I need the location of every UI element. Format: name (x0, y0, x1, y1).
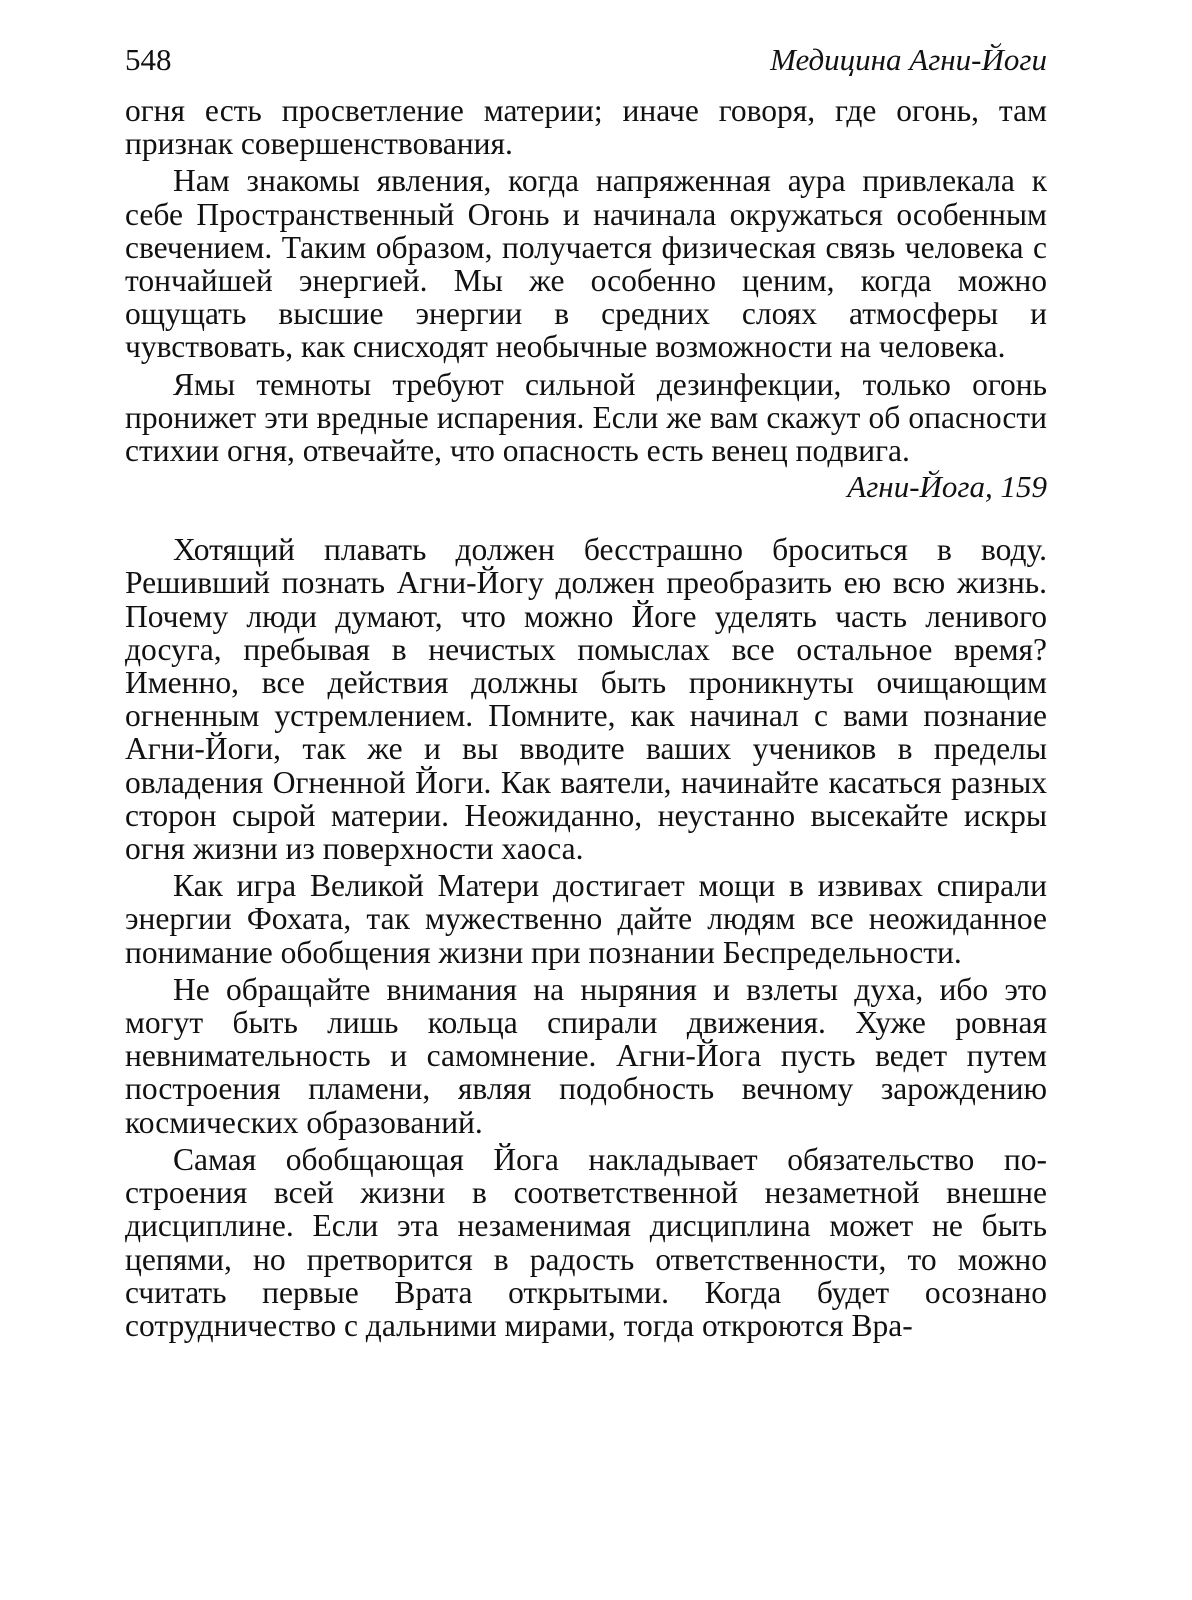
paragraph: Ямы темноты требуют сильной дезинфекции, только огонь пронижет эти вредные испарения. Если же вам скажут об опасности стихии огня, отвечайте, что опасность есть венец подвига. (125, 366, 1047, 469)
paragraph: Не обращайте внимания на ныряния и взлеты духа, ибо это могут быть лишь кольца спирали движения. Хуже ровная невнимательность и самомнение. Агни-Йога пусть ведет путем построения пламени, являя подобность вечному зарождению космических образований. (125, 971, 1047, 1140)
section-quote-1 (125, 94, 1047, 507)
book-page (125, 40, 1047, 1342)
source-citation: Агни-Йога, 159 (847, 469, 1047, 505)
section-quote-2 (125, 533, 1047, 1342)
book-title: Медицина Агни-Йоги (770, 42, 1047, 77)
running-head (125, 40, 1047, 94)
paragraph: Хотящий плавать должен бесстрашно броситься в воду. Решивший познать Агни-Йогу должен преобразить ею всю жизнь. Почему люди думают, что можно Йоге уделять часть ленивого досуга, пребывая в нечистых помыслах все остальное время? Именно, все действия должны быть проникнуты очищающим огненным устремлением. Помните, как начинал с вами познание Агни-Йоги, так же и вы вводите ваших учеников в пределы овладения Огненной Йоги. Как ваятели, начинайте касаться разных сторон сырой материи. Неожиданно, неустанно высекайте искры огня жизни из поверхности хаоса. (125, 532, 1047, 867)
paragraph: огня есть просветление материи; иначе говоря, где огонь, там признак совершенствования. (125, 93, 1047, 162)
paragraph: Самая обобщающая Йога накладывает обязательство построения всей жизни в соответственной незаметной внешне дисциплине. Если эта незаменимая дисциплина может не быть цепями, но претворится в радость ответственности, то можно считать первые Врата открытыми. Когда будет осознано сотрудничество с дальними мирами, тогда откроются Вра- (125, 1141, 1047, 1343)
paragraph: Нам знакомы явления, когда напряженная аура привлекала к себе Пространственный Огонь и начинала окружаться особенным свечением. Таким образом, получается физическая связь человека с тончайшей энергией. Мы же особенно ценим, когда можно ощущать высшие энергии в средних слоях атмосферы и чувствовать, как снисходят необычные возможности на человека. (125, 163, 1047, 365)
paragraph: Как игра Великой Матери достигает мощи в извивах спирали энергии Фохата, так мужественно дайте людям все неожиданное понимание обобщения жизни при познании Беспредельности. (125, 868, 1047, 970)
page-number: 548 (125, 42, 172, 77)
